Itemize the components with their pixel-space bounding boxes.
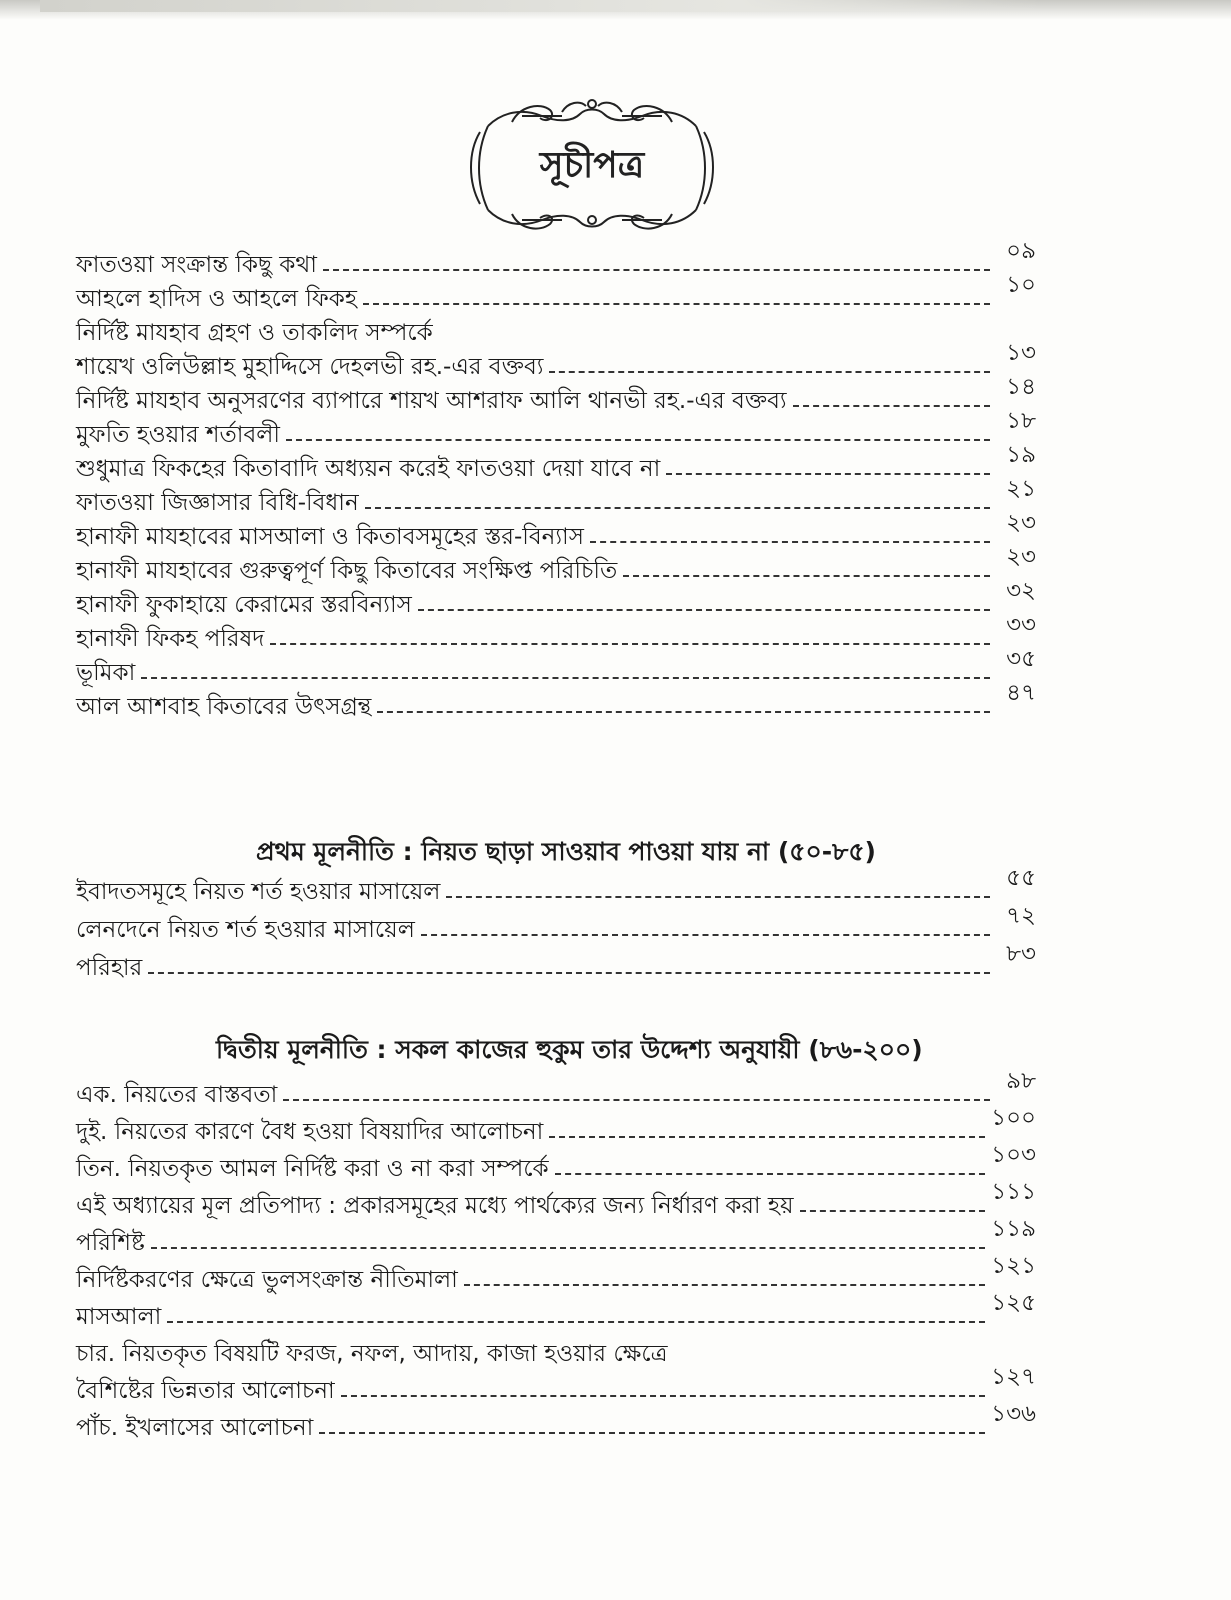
- entry-label: আহলে হাদিস ও আহলে ফিকহ: [76, 286, 357, 312]
- dot-leader: [793, 405, 990, 407]
- toc-entry: [76, 340, 1036, 381]
- entry-page: ২১: [1006, 476, 1036, 502]
- toc-entry: [76, 272, 1036, 313]
- dot-leader: [148, 972, 990, 974]
- toc-entry: [76, 865, 1036, 906]
- entry-label: ফাতওয়া সংক্রান্ত কিছু কথা: [76, 252, 317, 278]
- entry-label: হানাফী ফুকাহায়ে কেরামের স্তরবিন্যাস: [76, 592, 412, 618]
- toc-entry: [76, 408, 1036, 449]
- toc-group-3: [76, 1068, 1036, 1442]
- toc-group-1: [76, 238, 1036, 721]
- dot-leader: [464, 1284, 985, 1286]
- toc-entry: [76, 374, 1036, 415]
- entry-label: ফাতওয়া জিজ্ঞাসার বিধি-বিধান: [76, 490, 359, 516]
- entry-page: ০৯: [1006, 238, 1036, 264]
- toc-entry: [76, 903, 1036, 944]
- toc-entry: [76, 544, 1036, 585]
- section-heading: প্রথম মূলনীতি : নিয়ত ছাড়া সাওয়াব পাওয়া যায় না (৫০-৮৫): [256, 837, 876, 866]
- entry-page: ৯৮: [1006, 1068, 1036, 1094]
- toc-entry: [76, 680, 1036, 721]
- page-edge: [40, 0, 1040, 12]
- entry-label: নির্দিষ্ট মাযহাব অনুসরণের ব্যাপারে শায়খ আশরাফ আলি থানভী রহ.-এর বক্তব্য: [76, 388, 787, 414]
- toc-entry: [76, 442, 1036, 483]
- dot-leader: [800, 1210, 986, 1212]
- entry-page: ৩২: [1006, 578, 1036, 604]
- dot-leader: [549, 1136, 985, 1138]
- entry-label: পাঁচ. ইখলাসের আলোচনা: [76, 1415, 314, 1441]
- entry-label: হানাফী ফিকহ পরিষদ: [76, 626, 265, 652]
- title-ornament-frame: [462, 92, 722, 232]
- page-title: সূচীপত্র: [539, 145, 645, 186]
- entry-label: মাসআলা: [76, 1304, 162, 1330]
- entry-label: তিন. নিয়তকৃত আমল নির্দিষ্ট করা ও না করা সম্পর্কে: [76, 1156, 549, 1182]
- entry-label: নির্দিষ্টকরণের ক্ষেত্রে ভুলসংক্রান্ত নীতিমালা: [76, 1267, 458, 1293]
- entry-label: ভূমিকা: [76, 660, 136, 686]
- section-heading: দ্বিতীয় মূলনীতি : সকল কাজের হুকুম তার উদ্দেশ্য অনুযায়ী (৮৬-২০০): [216, 1035, 923, 1064]
- entry-label: নির্দিষ্ট মাযহাব গ্রহণ ও তাকলিদ সম্পর্কে: [76, 320, 433, 346]
- entry-page: ৩৫: [1006, 646, 1036, 672]
- entry-page: ৭২: [1006, 903, 1036, 929]
- entry-page: ৮৩: [1006, 941, 1036, 967]
- toc-entry: [76, 313, 1036, 347]
- dot-leader: [363, 303, 990, 305]
- entry-page: ১৯: [1006, 442, 1036, 468]
- entry-label: পরিহার: [76, 955, 143, 981]
- toc-entry: [76, 941, 1036, 982]
- entry-page: ৪৭: [1006, 680, 1036, 706]
- entry-label: পরিশিষ্ট: [76, 1230, 145, 1256]
- dot-leader: [365, 507, 990, 509]
- entry-label: হানাফী মাযহাবের মাসআলা ও কিতাবসমূহের স্তর-বিন্যাস: [76, 524, 584, 550]
- entry-page: ১২১: [991, 1253, 1036, 1279]
- dot-leader: [421, 934, 990, 936]
- toc-entry: [76, 578, 1036, 619]
- toc-entry: [76, 1331, 1036, 1368]
- dot-leader: [283, 1099, 990, 1101]
- entry-page: ১২৫: [991, 1290, 1036, 1316]
- entry-page: ১০৩: [991, 1142, 1036, 1168]
- entry-page: ৫৫: [1006, 865, 1036, 891]
- dot-leader: [418, 609, 990, 611]
- toc-entry: [76, 1142, 1036, 1183]
- entry-page: ১১১: [991, 1179, 1036, 1205]
- dot-leader: [151, 1247, 985, 1249]
- toc-entry: [76, 612, 1036, 653]
- toc-entry: [76, 1179, 1036, 1220]
- dot-leader: [549, 371, 990, 373]
- dot-leader: [446, 896, 990, 898]
- entry-label: শায়েখ ওলিউল্লাহ মুহাদ্দিসে দেহলভী রহ.-এর বক্তব্য: [76, 354, 544, 380]
- entry-label: দুই. নিয়তের কারণে বৈধ হওয়া বিষয়াদির আলোচনা: [76, 1119, 544, 1145]
- entry-label: হানাফী মাযহাবের গুরুত্বপূর্ণ কিছু কিতাবের সংক্ষিপ্ত পরিচিতি: [76, 558, 618, 584]
- toc-entry: [76, 1216, 1036, 1257]
- entry-label: আল আশবাহ কিতাবের উৎসগ্রন্থ: [76, 694, 372, 720]
- dot-leader: [666, 473, 990, 475]
- dot-leader: [319, 1432, 985, 1434]
- toc-entry: [76, 1253, 1036, 1294]
- toc-entry: [76, 238, 1036, 279]
- dot-leader: [555, 1173, 986, 1175]
- dot-leader: [323, 269, 990, 271]
- dot-leader: [167, 1321, 985, 1323]
- entry-page: ১৮: [1006, 408, 1036, 434]
- toc-entry: [76, 510, 1036, 551]
- entry-label: লেনদেনে নিয়ত শর্ত হওয়ার মাসায়েল: [76, 917, 415, 943]
- toc-entry: [76, 1401, 1036, 1442]
- dot-leader: [590, 541, 990, 543]
- entry-label: এই অধ্যায়ের মূল প্রতিপাদ্য : প্রকারসমূহের মধ্যে পার্থক্যের জন্য নির্ধারণ করা হয়: [76, 1193, 794, 1219]
- entry-page: ১৩৬: [991, 1401, 1036, 1427]
- toc-entry: [76, 1290, 1036, 1331]
- toc-entry: [76, 1105, 1036, 1146]
- entry-label: চার. নিয়তকৃত বিষয়টি ফরজ, নফল, আদায়, কাজা হওয়ার ক্ষেত্রে: [76, 1341, 668, 1367]
- entry-page: ১৩: [1006, 340, 1036, 366]
- dot-leader: [623, 575, 990, 577]
- entry-label: শুধুমাত্র ফিকহের কিতাবাদি অধ্যয়ন করেই ফাতওয়া দেয়া যাবে না: [76, 456, 661, 482]
- entry-page: ২৩: [1006, 544, 1036, 570]
- entry-page: ১১৯: [991, 1216, 1036, 1242]
- dot-leader: [341, 1395, 985, 1397]
- entry-label: মুফতি হওয়ার শর্তাবলী: [76, 422, 280, 448]
- entry-label: বৈশিষ্টের ভিন্নতার আলোচনা: [76, 1378, 335, 1404]
- entry-page: ১০০: [991, 1105, 1036, 1131]
- entry-page: ১০: [1006, 272, 1036, 298]
- toc-entry: [76, 646, 1036, 687]
- dot-leader: [286, 439, 990, 441]
- toc-entry: [76, 1364, 1036, 1405]
- dot-leader: [270, 643, 990, 645]
- toc-entry: [76, 476, 1036, 517]
- toc-group-2: [76, 865, 1036, 982]
- entry-page: ১২৭: [991, 1364, 1036, 1390]
- toc-entry: [76, 1068, 1036, 1109]
- entry-label: এক. নিয়তের বাস্তবতা: [76, 1082, 278, 1108]
- dot-leader: [141, 677, 990, 679]
- entry-label: ইবাদতসমূহে নিয়ত শর্ত হওয়ার মাসায়েল: [76, 879, 441, 905]
- dot-leader: [377, 711, 990, 713]
- entry-page: ১৪: [1006, 374, 1036, 400]
- entry-page: ২৩: [1006, 510, 1036, 536]
- entry-page: ৩৩: [1006, 612, 1036, 638]
